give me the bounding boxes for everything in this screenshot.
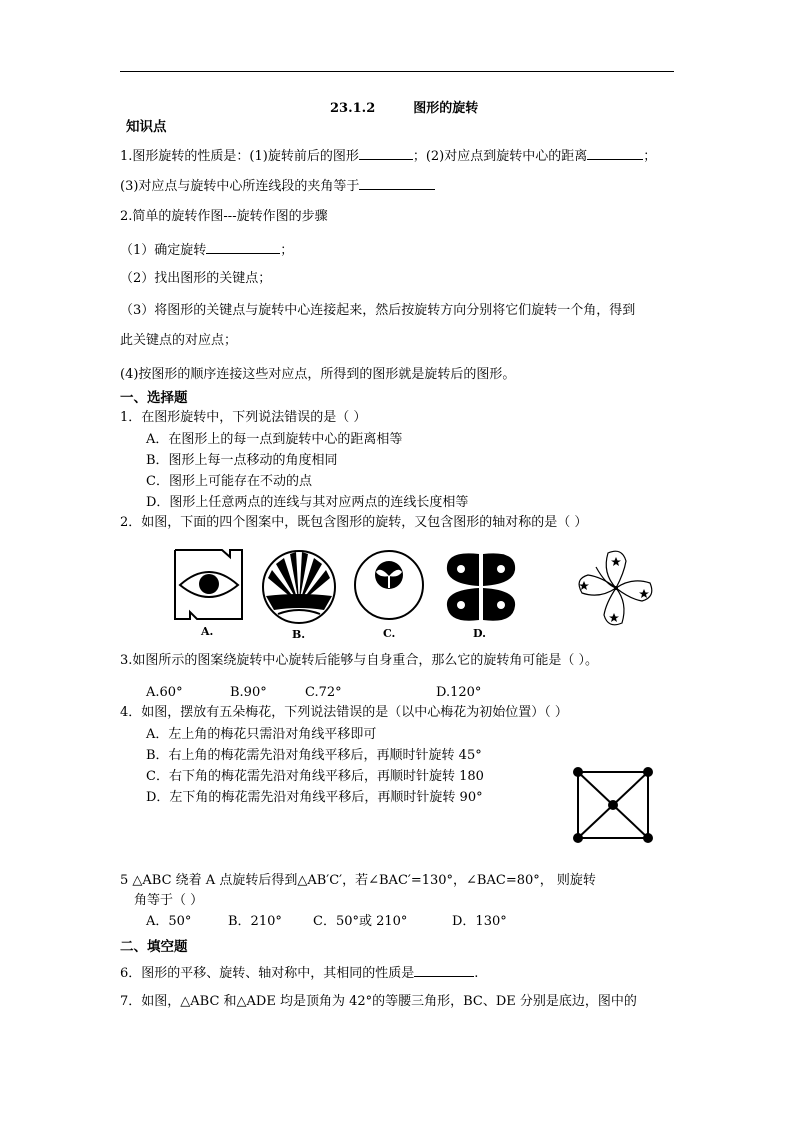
figure-b-label: B. xyxy=(292,628,306,641)
question-3: 3.如图所示的图案绕旋转中心旋转后能够与自身重合，那么它的旋转角可能是（ ）。 xyxy=(120,653,599,668)
blank-1[interactable] xyxy=(359,146,413,160)
q1-option-d: D．图形上任意两点的连线与其对应两点的连线长度相等 xyxy=(146,495,469,510)
q5-option-c: C．50°或 210° xyxy=(313,914,408,929)
question-6: 6．图形的平移、旋转、轴对称中，其相同的性质是 . xyxy=(120,963,478,983)
question-7: 7．如图，△ABC 和△ADE 均是顶角为 42°的等腰三角形，BC、DE 分别是底边，图中的 xyxy=(120,994,637,1009)
figure-d-petals xyxy=(443,550,519,624)
figure-b-shell xyxy=(260,548,338,626)
figure-c-sprout xyxy=(352,548,426,622)
q5-option-b: B．210° xyxy=(228,914,282,929)
step-3-cont: 此关键点的对应点； xyxy=(120,333,238,348)
q4-option-d: D．左下角的梅花需先沿对角线平移后，再顺时针旋转 90° xyxy=(146,790,483,805)
knowledge-point-2: 2.简单的旋转作图---旋转作图的步骤 xyxy=(120,209,328,224)
figure-plum-square xyxy=(570,764,656,846)
q1-option-b: B．图形上每一点移动的角度相同 xyxy=(146,453,338,468)
q3-option-d: D.120° xyxy=(436,685,482,700)
knowledge-heading: 知识点 xyxy=(126,119,167,135)
blank-2[interactable] xyxy=(587,146,643,160)
blank-5[interactable] xyxy=(414,963,474,977)
q4-option-b: B．右上角的梅花需先沿对角线平移后，再顺时针旋转 45° xyxy=(146,748,482,763)
q4-option-c: C．右下角的梅花需先沿对角线平移后，再顺时针旋转 180 xyxy=(146,769,484,784)
q4-option-a: A．左上角的梅花只需沿对角线平移即可 xyxy=(146,727,377,742)
q3-option-c: C.72° xyxy=(305,685,342,700)
blank-4[interactable] xyxy=(206,240,280,254)
q3-option-a: A.60° xyxy=(146,685,183,700)
figure-a-eye xyxy=(172,547,246,621)
question-4: 4．如图，摆放有五朵梅花，下列说法错误的是（以中心梅花为初始位置）（ ） xyxy=(120,705,568,720)
choice-heading: 一、选择题 xyxy=(120,390,188,406)
step-2: （2）找出图形的关键点； xyxy=(120,271,272,286)
figure-bauhinia xyxy=(566,543,666,633)
q5-option-d: D．130° xyxy=(452,914,507,929)
figure-a-label: A. xyxy=(201,625,214,638)
figure-d-label: D. xyxy=(473,627,486,640)
figure-c-label: C. xyxy=(383,627,396,640)
section-title: 图形的旋转 xyxy=(413,101,479,116)
question-5: 5 △ABC 绕着 A 点旋转后得到△AB′C′，若∠BAC′=130°，∠BAC=80°， 则旋转 xyxy=(120,873,596,888)
section-number: 23.1.2 xyxy=(330,101,376,116)
q5-option-a: A．50° xyxy=(146,914,192,929)
blank-3[interactable] xyxy=(359,176,435,190)
page-title xyxy=(330,97,478,116)
knowledge-point-1: 1.图形旋转的性质是：(1)旋转前后的图形 ；(2)对应点到旋转中心的距离 ； xyxy=(120,146,656,166)
question-5-cont: 角等于（ ） xyxy=(134,893,204,908)
fill-heading: 二、填空题 xyxy=(120,939,188,955)
q1-option-c: C．图形上可能存在不动的点 xyxy=(146,474,312,489)
q3-option-b: B.90° xyxy=(230,685,267,700)
question-1: 1．在图形旋转中，下列说法错误的是（ ） xyxy=(120,410,367,425)
step-3: （3）将图形的关键点与旋转中心连接起来，然后按旋转方向分别将它们旋转一个角，得到 xyxy=(120,303,636,318)
knowledge-point-1-cont: (3)对应点与旋转中心所连线段的夹角等于 xyxy=(120,176,435,196)
header-rule xyxy=(120,71,674,72)
question-2: 2．如图，下面的四个图案中，既包含图形的旋转，又包含图形的轴对称的是（ ） xyxy=(120,515,588,530)
step-1: （1）确定旋转 ； xyxy=(120,240,293,260)
q1-option-a: A．在图形上的每一点到旋转中心的距离相等 xyxy=(146,432,403,447)
step-4: (4)按图形的顺序连接这些对应点，所得到的图形就是旋转后的图形。 xyxy=(120,367,516,382)
